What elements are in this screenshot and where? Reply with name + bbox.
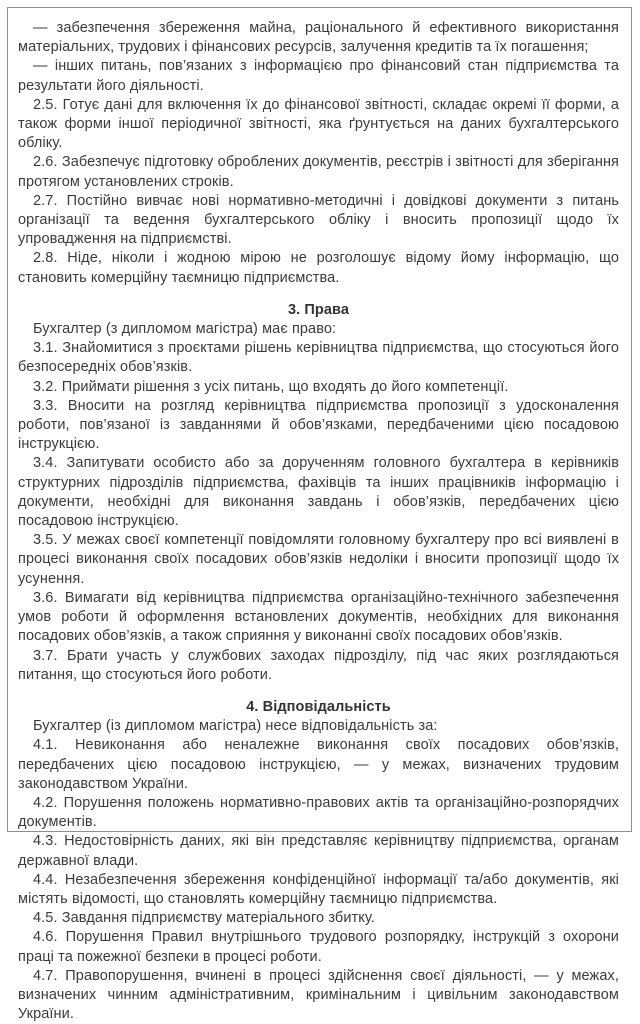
paragraph: 4.5. Завдання підприємству матеріального збитку.	[33, 910, 375, 927]
paragraph: 3.4. Запитувати особисто або за дорученням головного бухгалтера в керівників структурних підрозділів підприємства, фахівців та інших працівників інформацію і документи, необхідні для виконання завдань і обов’язків, передбачених цією посадовою інструкцією.	[18, 455, 619, 530]
document-content	[18, 19, 619, 1024]
paragraph: 2.6. Забезпечує підготовку оброблених документів, реєстрів і звітності для зберігання протягом установлених строків.	[18, 154, 619, 190]
paragraph: 4.1. Невиконання або неналежне виконання своїх посадових обов’язків, передбачених цією посадовою інструкцією, — у межах, визначених трудовим законодавством України.	[18, 737, 619, 792]
paragraph: 4.6. Порушення Правил внутрішнього трудового розпорядку, інструкцій з охорони праці та пожежної безпеки в процесі роботи.	[18, 929, 619, 965]
document-page	[7, 7, 632, 1023]
paragraph: — інших питань, пов’язаних з інформацією про фінансовий стан підприємства та результати його діяльності.	[18, 58, 619, 94]
paragraph: 3.2. Приймати рішення з усіх питань, що входять до його компетенції.	[33, 378, 509, 395]
paragraph: 4.4. Незабезпечення збереження конфіденційної інформації та/або документів, які містять відомості, що становлять комерційну таємницю підприємства.	[18, 871, 619, 907]
paragraph: 4.7. Правопорушення, вчинені в процесі здійснення своєї діяльності, — у межах, визначених чинним адміністративним, кримінальним і цивільним законодавством України.	[18, 967, 619, 1023]
section-heading: 4. Відповідальність	[246, 698, 391, 715]
paragraph: — забезпечення збереження майна, раціонального й ефективного використання матеріальних, трудових і фінансових ресурсів, залучення кредитів та їх погашення;	[18, 20, 619, 56]
section-heading: 3. Права	[287, 301, 350, 318]
paragraph: 4.2. Порушення положень нормативно-правових актів та організаційно-розпорядчих документів.	[18, 794, 619, 831]
paragraph: 3.1. Знайомитися з проєктами рішень керівництва підприємства, що стосуються його безпосередніх обов’язків.	[18, 340, 619, 376]
paragraph: 3.7. Брати участь у службових заходах підрозділу, під час яких розглядаються питання, що стосуються його роботи.	[18, 647, 619, 683]
paragraph: 3.6. Вимагати від керівництва підприємства організаційно-технічного забезпечення умов роботи й оформлення встановлених документів, необхідних для виконання посадових обов’язків, а також сприяння у виконанні своїх посадових обов’язків.	[18, 589, 619, 645]
paragraph: Бухгалтер (із дипломом магістра) несе відповідальність за:	[33, 718, 438, 735]
paragraph: Бухгалтер (з дипломом магістра) має право:	[33, 321, 337, 338]
paragraph: 2.5. Готує дані для включення їх до фінансової звітності, складає окремі її форми, а також форми іншої періодичної звітності, яка ґрунтується на даних бухгалтерського обліку.	[18, 96, 619, 152]
paragraph: 3.5. У межах своєї компетенції повідомляти головному бухгалтеру про всі виявлені в процесі виконання своїх посадових обов’язків недоліки і вносити пропозиції щодо їх усунення.	[18, 532, 619, 587]
paragraph: 4.3. Недостовірність даних, які він представляє керівництву підприємства, органам державної влади.	[18, 833, 619, 869]
paragraph: 2.7. Постійно вивчає нові нормативно-методичні і довідкові документи з питань організації та ведення бухгалтерського обліку і вносить пропозиції щодо їх упровадження на підприємстві.	[18, 192, 619, 248]
paragraph: 2.8. Ніде, ніколи і жодною мірою не розголошує відому йому інформацію, що становить комерційну таємницю підприємства.	[18, 250, 619, 286]
paragraph: 3.3. Вносити на розгляд керівництва підприємства пропозиції з удосконалення роботи, пов’язаної із завданнями й обов’язками, передбаченими цією посадовою інструкцією.	[18, 397, 619, 453]
